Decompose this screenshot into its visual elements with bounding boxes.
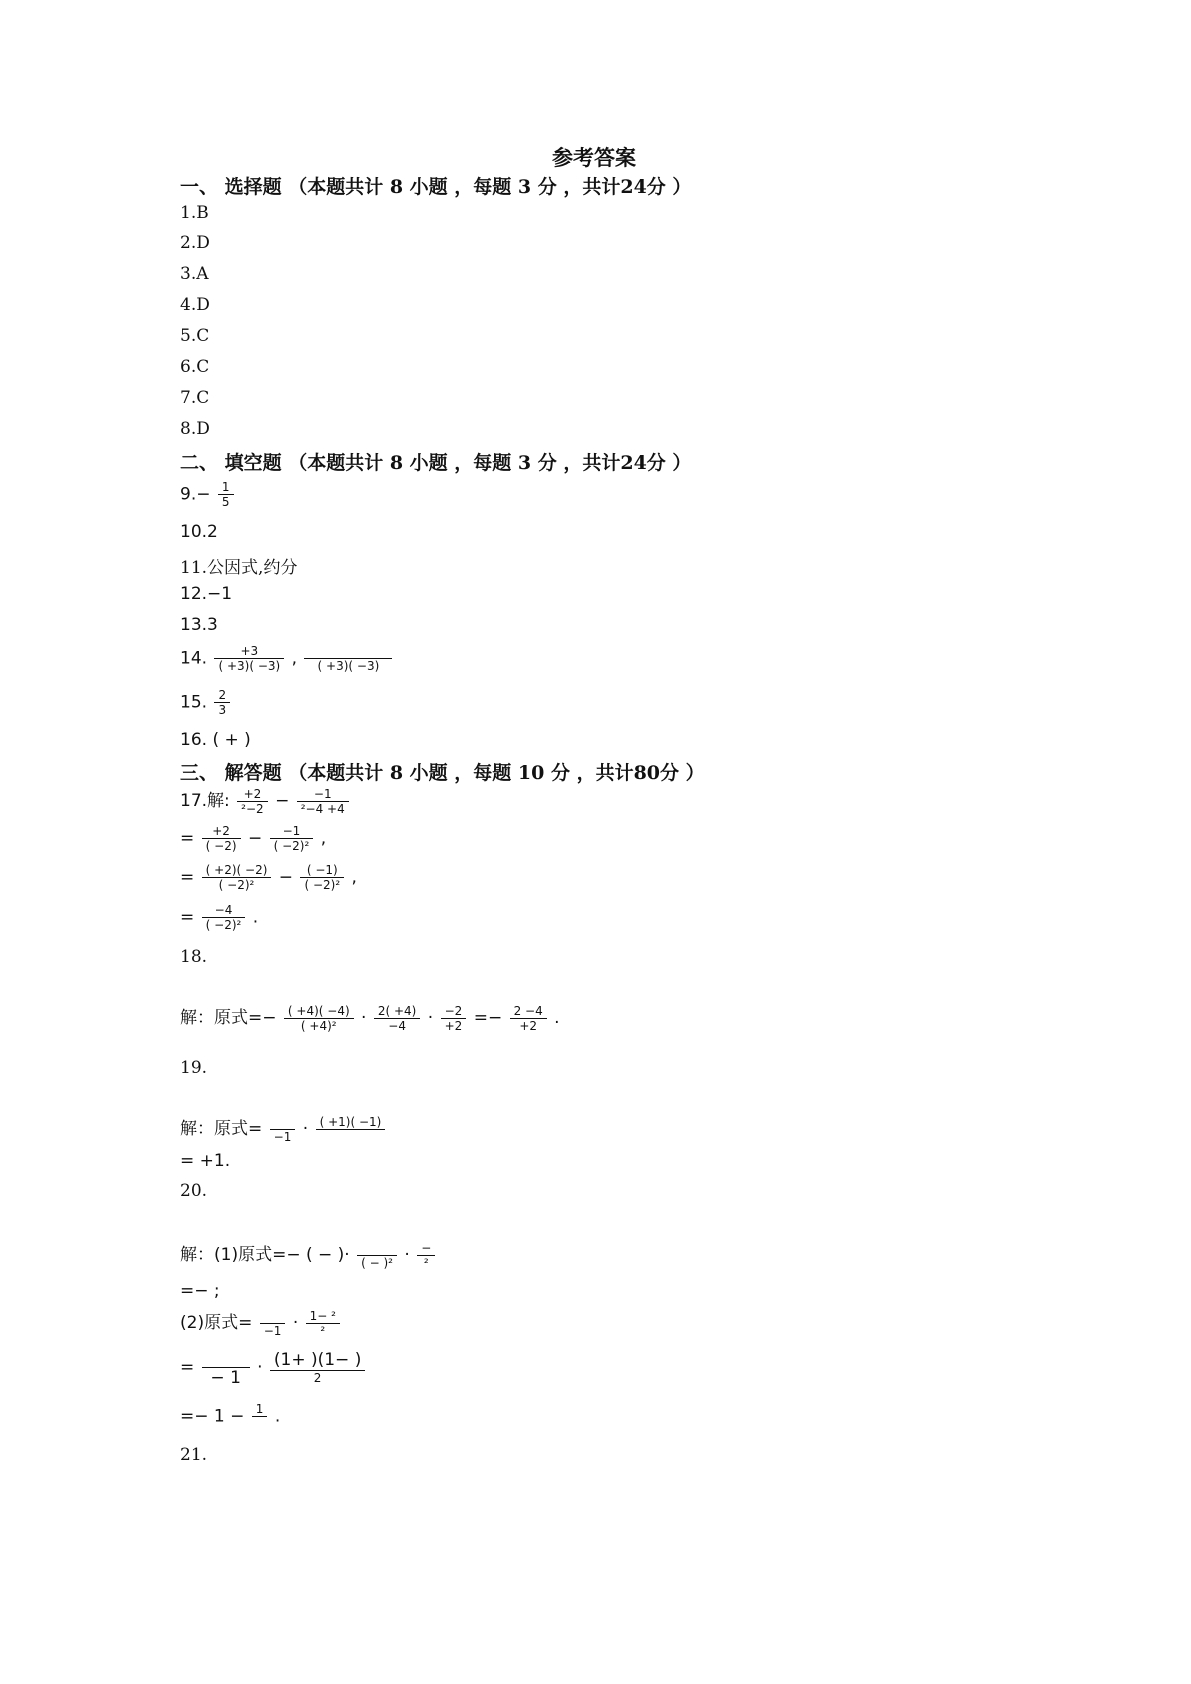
fraction bbox=[316, 1115, 386, 1144]
equals: = bbox=[180, 828, 195, 849]
answer-3: 3.A bbox=[180, 264, 209, 284]
q18-line-1 bbox=[180, 1003, 560, 1033]
answer-16: 16. ( + ) bbox=[180, 730, 251, 750]
fraction-numerator: 2 −4 bbox=[513, 1003, 543, 1018]
fraction-denominator: ( −2)² bbox=[300, 877, 344, 892]
q19-prefix: 解：原式= bbox=[180, 1119, 263, 1139]
fraction-denominator: ²−2 bbox=[237, 801, 268, 816]
fraction bbox=[252, 1402, 268, 1431]
fraction bbox=[214, 644, 284, 673]
q17-line-2 bbox=[180, 824, 326, 853]
punctuation: . bbox=[252, 907, 259, 928]
equals: =− 1 − bbox=[180, 1406, 245, 1427]
fraction bbox=[202, 903, 246, 932]
fraction-denominator: 3 bbox=[214, 702, 230, 717]
answer-11: 11.公因式,约分 bbox=[180, 558, 298, 578]
q20-part2-prefix: (2)原式= bbox=[180, 1313, 253, 1333]
section-heading-fill: 二、 填空题 （本题共计 8 小题 ，每题 3 分 ，共计24分 ） bbox=[180, 452, 692, 474]
answer-15-prefix: 15. bbox=[180, 692, 208, 713]
fraction-numerator: ( +1)( −1) bbox=[319, 1114, 382, 1129]
fraction bbox=[260, 1309, 286, 1338]
fraction-denominator: ( −2)² bbox=[202, 877, 272, 892]
fraction bbox=[417, 1241, 435, 1270]
fraction-denominator: +2 bbox=[510, 1018, 547, 1033]
fraction-denominator: 2 bbox=[270, 1370, 365, 1385]
fraction bbox=[297, 787, 349, 816]
answer-7: 7.C bbox=[180, 388, 210, 408]
fraction-numerator bbox=[202, 1347, 250, 1367]
answer-5: 5.C bbox=[180, 326, 210, 346]
equals: = bbox=[180, 867, 195, 888]
answer-8: 8.D bbox=[180, 419, 210, 439]
fraction-numerator: 1− ² bbox=[309, 1308, 336, 1323]
fraction-numerator bbox=[260, 1309, 286, 1323]
fraction bbox=[441, 1004, 467, 1033]
operator: − bbox=[247, 828, 263, 849]
q17-line-3 bbox=[180, 863, 357, 892]
section-heading-solve: 三、 解答题 （本题共计 8 小题 ，每题 10 分 ，共计80分 ） bbox=[180, 762, 705, 784]
fraction-numerator bbox=[270, 1115, 296, 1129]
operator: · bbox=[404, 1245, 410, 1265]
operator: =− bbox=[473, 1008, 503, 1028]
q20-label: 20. bbox=[180, 1181, 208, 1201]
q17-line-1 bbox=[180, 786, 351, 816]
fraction-numerator: −4 bbox=[214, 903, 233, 917]
fraction-numerator: +2 bbox=[243, 786, 262, 801]
q18-prefix: 解：原式=− bbox=[180, 1008, 277, 1028]
fraction bbox=[270, 824, 314, 853]
fraction-numerator: +3 bbox=[240, 644, 259, 658]
fraction bbox=[284, 1004, 354, 1033]
fraction-numerator bbox=[304, 644, 392, 658]
q20-line-2: =− ; bbox=[180, 1281, 220, 1301]
fraction bbox=[214, 688, 230, 717]
fraction-denominator: ( −2) bbox=[202, 838, 241, 853]
separator: , bbox=[291, 648, 297, 669]
fraction-denominator: +2 bbox=[441, 1018, 467, 1033]
fraction-denominator: ² bbox=[417, 1255, 435, 1270]
q17-line-4 bbox=[180, 903, 258, 932]
fraction bbox=[202, 1347, 250, 1388]
equals: = bbox=[180, 1357, 195, 1378]
fraction-numerator: ( +2)( −2) bbox=[205, 863, 268, 877]
q19-line-2: = +1. bbox=[180, 1151, 231, 1171]
answer-15 bbox=[180, 688, 232, 717]
q20-line-1 bbox=[180, 1240, 437, 1270]
section-heading-choice: 一、 选择题 （本题共计 8 小题 ，每题 3 分 ，共计24分 ） bbox=[180, 176, 692, 198]
operator: − bbox=[278, 867, 294, 888]
punctuation: . bbox=[274, 1406, 281, 1427]
answer-10: 10.2 bbox=[180, 522, 218, 542]
punctuation: , bbox=[320, 828, 327, 849]
q19-label: 19. bbox=[180, 1058, 208, 1078]
fraction bbox=[270, 1115, 296, 1144]
answer-9 bbox=[180, 480, 236, 509]
fraction-numerator: ( +4)( −4) bbox=[287, 1003, 350, 1018]
fraction-numerator: 2( +4) bbox=[377, 1003, 417, 1018]
fraction-numerator: 1 bbox=[221, 480, 230, 494]
q18-label: 18. bbox=[180, 947, 208, 967]
page-title: 参考答案 bbox=[552, 145, 636, 170]
fraction-numerator: −2 bbox=[444, 1003, 463, 1018]
fraction bbox=[218, 480, 234, 509]
answer-14-prefix: 14. bbox=[180, 648, 208, 669]
q19-line-1 bbox=[180, 1114, 387, 1144]
answer-2: 2.D bbox=[180, 233, 210, 253]
q20-line-3 bbox=[180, 1308, 342, 1338]
operator: − bbox=[275, 791, 290, 811]
fraction-numerator: 1 bbox=[255, 1402, 264, 1416]
answer-1: 1.B bbox=[180, 203, 209, 223]
answer-4: 4.D bbox=[180, 295, 210, 315]
fraction-numerator: 2 bbox=[218, 688, 227, 702]
answer-14 bbox=[180, 644, 394, 673]
fraction-denominator: ( − )² bbox=[357, 1255, 397, 1270]
fraction-denominator: ( +4)² bbox=[284, 1018, 354, 1033]
q20-line-4 bbox=[180, 1347, 367, 1388]
fraction-denominator bbox=[252, 1416, 268, 1431]
fraction bbox=[510, 1004, 547, 1033]
fraction-numerator: − bbox=[421, 1240, 432, 1255]
fraction bbox=[304, 644, 392, 673]
answer-9-prefix: 9.− bbox=[180, 484, 211, 505]
fraction-denominator: −1 bbox=[260, 1323, 286, 1338]
punctuation: . bbox=[554, 1008, 560, 1028]
answer-6: 6.C bbox=[180, 357, 210, 377]
fraction-denominator: −4 bbox=[374, 1018, 421, 1033]
punctuation: , bbox=[351, 867, 357, 888]
fraction-denominator: ( +3)( −3) bbox=[304, 658, 392, 673]
fraction-numerator: −1 bbox=[282, 824, 301, 838]
operator: · bbox=[292, 1313, 299, 1333]
fraction-denominator: − 1 bbox=[202, 1367, 250, 1388]
answer-13: 13.3 bbox=[180, 615, 218, 635]
fraction-numerator bbox=[357, 1241, 397, 1255]
fraction bbox=[202, 824, 241, 853]
operator: · bbox=[361, 1008, 367, 1028]
fraction-denominator: −1 bbox=[270, 1129, 296, 1144]
fraction-denominator: ² bbox=[306, 1323, 340, 1338]
operator: · bbox=[257, 1357, 263, 1378]
fraction-numerator: +2 bbox=[212, 824, 230, 838]
fraction-denominator: 5 bbox=[218, 494, 234, 509]
fraction bbox=[237, 787, 268, 816]
q21-label: 21. bbox=[180, 1445, 208, 1465]
fraction-numerator: ( −1) bbox=[306, 863, 338, 877]
fraction-denominator: ( −2)² bbox=[270, 838, 314, 853]
fraction bbox=[306, 1309, 340, 1338]
answer-12: 12.−1 bbox=[180, 584, 233, 604]
equals: = bbox=[180, 907, 195, 928]
fraction-denominator: ( +3)( −3) bbox=[214, 658, 284, 673]
fraction bbox=[374, 1004, 421, 1033]
fraction-denominator: ( −2)² bbox=[202, 917, 246, 932]
fraction bbox=[357, 1241, 397, 1270]
fraction-denominator bbox=[316, 1129, 386, 1144]
fraction-denominator: ²−4 +4 bbox=[297, 801, 349, 816]
q20-line-5 bbox=[180, 1402, 280, 1431]
fraction bbox=[202, 863, 272, 892]
q17-prefix: 17.解: bbox=[180, 791, 230, 811]
operator: · bbox=[302, 1119, 309, 1139]
q20-prefix: 解：(1)原式=− ( − )· bbox=[180, 1245, 350, 1265]
operator: · bbox=[427, 1008, 434, 1028]
fraction-numerator: (1+ )(1− ) bbox=[273, 1350, 362, 1370]
fraction-numerator: −1 bbox=[313, 786, 332, 801]
fraction bbox=[270, 1350, 365, 1385]
fraction bbox=[300, 863, 344, 892]
